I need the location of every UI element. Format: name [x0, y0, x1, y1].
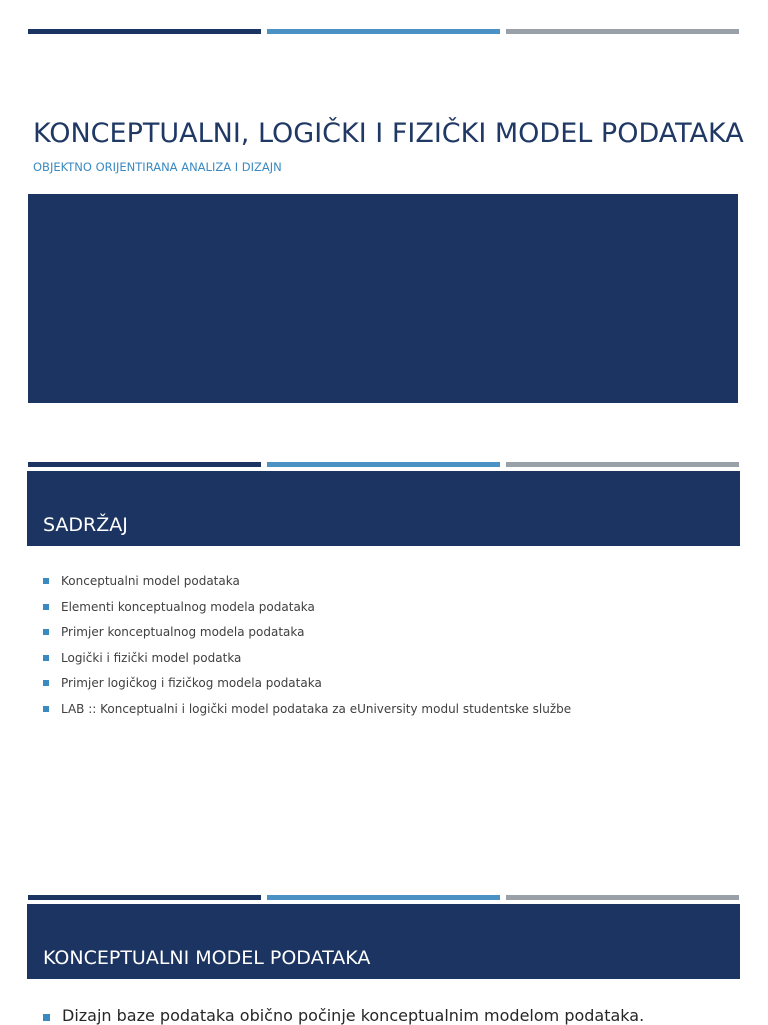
accent-bar-dark [28, 895, 261, 900]
list-item: Elementi konceptualnog modela podataka [43, 597, 571, 623]
section-header-contents [27, 471, 740, 546]
accent-bar-blue [267, 29, 500, 34]
slide-title: KONCEPTUALNI, LOGIČKI I FIZIČKI MODEL PODATAKA [33, 118, 744, 149]
contents-list [43, 571, 571, 725]
accent-bar-grey [506, 29, 739, 34]
bullet-icon [43, 629, 49, 635]
accent-bar-blue [267, 895, 500, 900]
section-heading: KONCEPTUALNI MODEL PODATAKA [43, 947, 371, 969]
list-item: Primjer logičkog i fizičkog modela podataka [43, 673, 571, 699]
bullet-icon [43, 578, 49, 584]
list-item: Logički i fizički model podatka [43, 648, 571, 674]
list-item: Konceptualni model podataka [43, 571, 571, 597]
accent-bar-grey [506, 895, 739, 900]
bullet-icon [43, 1014, 50, 1021]
section-heading: SADRŽAJ [43, 514, 128, 536]
bullet-icon [43, 604, 49, 610]
accent-bar-grey [506, 462, 739, 467]
title-banner [28, 194, 738, 403]
list-item: LAB :: Konceptualni i logički model podataka za eUniversity modul studentske službe [43, 699, 571, 725]
accent-bar-dark [28, 29, 261, 34]
accent-bar-blue [267, 462, 500, 467]
body-bullet: Dizajn baze podataka obično počinje konceptualnim modelom podataka. [43, 1006, 644, 1025]
list-item: Primjer konceptualnog modela podataka [43, 622, 571, 648]
accent-bar-dark [28, 462, 261, 467]
section-header-conceptual-model [27, 904, 740, 979]
bullet-icon [43, 706, 49, 712]
bullet-icon [43, 655, 49, 661]
slide-subtitle: OBJEKTNO ORIJENTIRANA ANALIZA I DIZAJN [33, 160, 282, 174]
bullet-icon [43, 680, 49, 686]
